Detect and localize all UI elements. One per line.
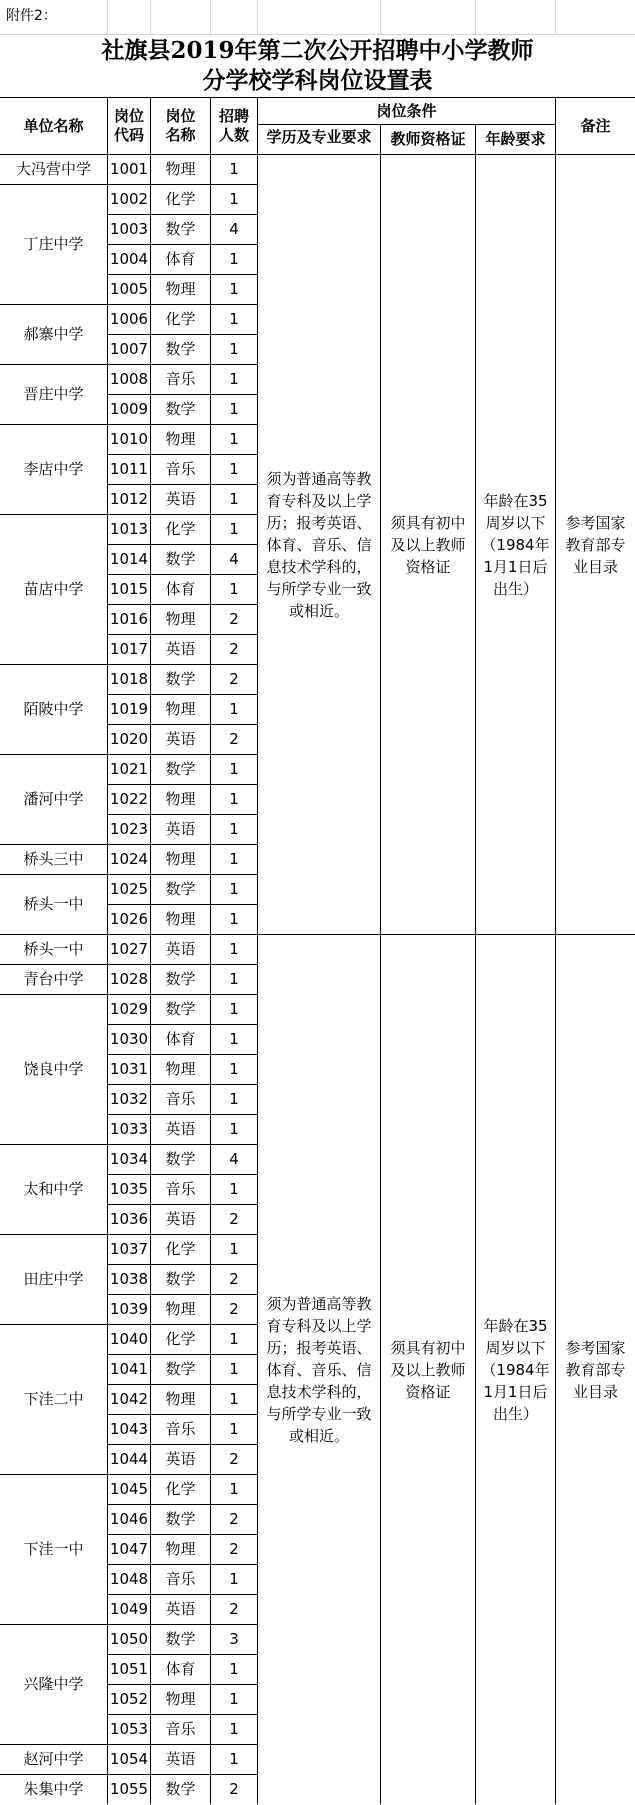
post-code-cell: 1021 [107, 754, 150, 784]
recruit-count-cell: 1 [210, 934, 257, 964]
post-name-cell: 物理 [150, 1534, 210, 1564]
recruit-count-cell: 1 [210, 994, 257, 1024]
post-name-cell: 音乐 [150, 1414, 210, 1444]
post-name-cell: 英语 [150, 724, 210, 754]
post-code-cell: 1037 [107, 1234, 150, 1264]
post-name-cell: 物理 [150, 784, 210, 814]
post-code-cell: 1009 [107, 394, 150, 424]
recruit-count-cell: 1 [210, 904, 257, 934]
post-name-cell: 音乐 [150, 454, 210, 484]
notes-cell: 参考国家教育部专业目录 [555, 154, 635, 934]
recruit-count-cell: 1 [210, 1714, 257, 1744]
school-name-cell: 郝寨中学 [0, 304, 107, 364]
header-notes: 备注 [555, 97, 635, 154]
recruit-count-cell: 1 [210, 1324, 257, 1354]
post-code-cell: 1049 [107, 1594, 150, 1624]
recruit-count-cell: 1 [210, 1054, 257, 1084]
recruit-count-cell: 1 [210, 334, 257, 364]
recruit-count-cell: 4 [210, 214, 257, 244]
post-code-cell: 1053 [107, 1714, 150, 1744]
post-code-cell: 1023 [107, 814, 150, 844]
recruit-count-cell: 1 [210, 1024, 257, 1054]
post-code-cell: 1005 [107, 274, 150, 304]
post-code-cell: 1026 [107, 904, 150, 934]
post-code-cell: 1042 [107, 1384, 150, 1414]
post-code-cell: 1043 [107, 1414, 150, 1444]
recruit-count-cell: 1 [210, 154, 257, 184]
post-code-cell: 1032 [107, 1084, 150, 1114]
post-name-cell: 化学 [150, 1324, 210, 1354]
post-name-cell: 数学 [150, 1264, 210, 1294]
post-code-cell: 1035 [107, 1174, 150, 1204]
post-code-cell: 1039 [107, 1294, 150, 1324]
gridline [0, 34, 635, 35]
header-certificate: 教师资格证 [380, 124, 475, 154]
school-name-cell: 丁庄中学 [0, 184, 107, 304]
page-subtitle: 分学校学科岗位设置表 [202, 66, 433, 94]
post-name-cell: 英语 [150, 634, 210, 664]
certificate-requirement-cell: 须具有初中及以上教师资格证 [380, 934, 475, 1804]
recruit-count-cell: 2 [210, 1534, 257, 1564]
school-name-cell: 兴隆中学 [0, 1624, 107, 1744]
post-code-cell: 1001 [107, 154, 150, 184]
recruit-count-cell: 1 [210, 514, 257, 544]
post-code-cell: 1041 [107, 1354, 150, 1384]
recruit-count-cell: 3 [210, 1624, 257, 1654]
post-name-cell: 化学 [150, 1474, 210, 1504]
school-name-cell: 桥头一中 [0, 934, 107, 964]
post-name-cell: 物理 [150, 844, 210, 874]
post-code-cell: 1029 [107, 994, 150, 1024]
attachment-label: 附件2： [6, 8, 57, 25]
post-name-cell: 音乐 [150, 1564, 210, 1594]
gridline [380, 0, 381, 34]
post-code-cell: 1027 [107, 934, 150, 964]
post-code-cell: 1018 [107, 664, 150, 694]
post-code-cell: 1031 [107, 1054, 150, 1084]
education-requirement-cell: 须为普通高等教育专科及以上学历；报考英语、体育、音乐、信息技术学科的，与所学专业一致或相近。 [257, 934, 380, 1804]
post-code-cell: 1015 [107, 574, 150, 604]
recruit-count-cell: 1 [210, 304, 257, 334]
recruit-count-cell: 1 [210, 1384, 257, 1414]
recruit-count-cell: 1 [210, 1084, 257, 1114]
recruit-count-cell: 1 [210, 784, 257, 814]
post-name-cell: 物理 [150, 424, 210, 454]
post-code-cell: 1048 [107, 1564, 150, 1594]
post-code-cell: 1046 [107, 1504, 150, 1534]
gridline [475, 0, 476, 34]
post-code-cell: 1008 [107, 364, 150, 394]
post-code-cell: 1014 [107, 544, 150, 574]
recruit-count-cell: 1 [210, 694, 257, 724]
recruit-count-cell: 1 [210, 484, 257, 514]
post-code-cell: 1045 [107, 1474, 150, 1504]
recruit-count-cell: 1 [210, 454, 257, 484]
post-name-cell: 物理 [150, 1054, 210, 1084]
post-name-cell: 化学 [150, 304, 210, 334]
post-code-cell: 1038 [107, 1264, 150, 1294]
post-name-cell: 化学 [150, 514, 210, 544]
recruit-count-cell: 1 [210, 364, 257, 394]
recruit-count-cell: 1 [210, 874, 257, 904]
post-name-cell: 数学 [150, 874, 210, 904]
post-code-cell: 1002 [107, 184, 150, 214]
post-name-cell: 数学 [150, 394, 210, 424]
post-code-cell: 1020 [107, 724, 150, 754]
certificate-requirement-cell: 须具有初中及以上教师资格证 [380, 154, 475, 934]
school-name-cell: 下洼一中 [0, 1474, 107, 1624]
recruit-count-cell: 1 [210, 754, 257, 784]
recruit-count-cell: 2 [210, 724, 257, 754]
gridline [107, 0, 108, 34]
school-name-cell: 潘河中学 [0, 754, 107, 844]
post-name-cell: 体育 [150, 574, 210, 604]
header-recruit-count: 招聘 人数 [210, 97, 257, 154]
recruit-count-cell: 2 [210, 1264, 257, 1294]
recruit-count-cell: 2 [210, 1774, 257, 1804]
header-post-conditions: 岗位条件 [257, 97, 555, 124]
post-name-cell: 物理 [150, 1294, 210, 1324]
school-name-cell: 赵河中学 [0, 1744, 107, 1774]
post-code-cell: 1051 [107, 1654, 150, 1684]
recruit-count-cell: 1 [210, 424, 257, 454]
post-code-cell: 1050 [107, 1624, 150, 1654]
post-name-cell: 数学 [150, 664, 210, 694]
school-name-cell: 大冯营中学 [0, 154, 107, 184]
recruit-count-cell: 1 [210, 1744, 257, 1774]
post-name-cell: 物理 [150, 904, 210, 934]
post-code-cell: 1055 [107, 1774, 150, 1804]
header-age: 年龄要求 [475, 124, 555, 154]
recruit-count-cell: 2 [210, 604, 257, 634]
post-name-cell: 物理 [150, 274, 210, 304]
header-education: 学历及专业要求 [257, 124, 380, 154]
post-name-cell: 数学 [150, 1144, 210, 1174]
header-school: 单位名称 [0, 97, 107, 154]
post-code-cell: 1030 [107, 1024, 150, 1054]
page-title: 社旗县2019年第二次公开招聘中小学教师 [101, 36, 534, 64]
gridline [210, 0, 211, 34]
post-name-cell: 英语 [150, 484, 210, 514]
post-name-cell: 音乐 [150, 1714, 210, 1744]
school-name-cell: 李店中学 [0, 424, 107, 514]
gridline [150, 0, 151, 34]
post-name-cell: 英语 [150, 1114, 210, 1144]
post-code-cell: 1003 [107, 214, 150, 244]
school-name-cell: 桥头三中 [0, 844, 107, 874]
school-name-cell: 太和中学 [0, 1144, 107, 1234]
recruit-count-cell: 2 [210, 1444, 257, 1474]
age-requirement-cell: 年龄在35周岁以下（1984年1月1日后出生） [475, 934, 555, 1804]
post-name-cell: 物理 [150, 604, 210, 634]
recruit-count-cell: 2 [210, 664, 257, 694]
post-code-cell: 1025 [107, 874, 150, 904]
post-name-cell: 音乐 [150, 1084, 210, 1114]
post-name-cell: 英语 [150, 1744, 210, 1774]
post-code-cell: 1024 [107, 844, 150, 874]
recruit-count-cell: 2 [210, 1294, 257, 1324]
post-name-cell: 物理 [150, 1684, 210, 1714]
recruit-count-cell: 1 [210, 1564, 257, 1594]
recruit-count-cell: 1 [210, 1234, 257, 1264]
recruit-count-cell: 1 [210, 1654, 257, 1684]
post-name-cell: 物理 [150, 1384, 210, 1414]
school-name-cell: 陌陂中学 [0, 664, 107, 754]
recruit-count-cell: 1 [210, 1414, 257, 1444]
school-name-cell: 青台中学 [0, 964, 107, 994]
recruit-count-cell: 1 [210, 574, 257, 604]
post-name-cell: 体育 [150, 1654, 210, 1684]
post-code-cell: 1034 [107, 1144, 150, 1174]
school-name-cell: 桥头一中 [0, 874, 107, 934]
post-name-cell: 英语 [150, 1444, 210, 1474]
post-code-cell: 1004 [107, 244, 150, 274]
post-name-cell: 数学 [150, 1774, 210, 1804]
post-name-cell: 英语 [150, 1594, 210, 1624]
post-name-cell: 数学 [150, 994, 210, 1024]
school-name-cell: 朱集中学 [0, 1774, 107, 1804]
post-code-cell: 1052 [107, 1684, 150, 1714]
recruit-count-cell: 2 [210, 1504, 257, 1534]
school-name-cell: 饶良中学 [0, 994, 107, 1144]
recruit-count-cell: 1 [210, 1174, 257, 1204]
school-name-cell: 田庄中学 [0, 1234, 107, 1324]
post-code-cell: 1022 [107, 784, 150, 814]
education-requirement-cell: 须为普通高等教育专科及以上学历；报考英语、体育、音乐、信息技术学科的，与所学专业一致或相近。 [257, 154, 380, 934]
post-name-cell: 数学 [150, 1354, 210, 1384]
gridline [555, 0, 556, 34]
age-requirement-cell: 年龄在35周岁以下（1984年1月1日后出生） [475, 154, 555, 934]
post-code-cell: 1017 [107, 634, 150, 664]
school-name-cell: 苗店中学 [0, 514, 107, 664]
recruit-count-cell: 1 [210, 1114, 257, 1144]
post-name-cell: 数学 [150, 964, 210, 994]
school-name-cell: 晋庄中学 [0, 364, 107, 424]
header-post-code: 岗位 代码 [107, 97, 150, 154]
recruit-count-cell: 1 [210, 184, 257, 214]
post-name-cell: 数学 [150, 334, 210, 364]
recruit-count-cell: 2 [210, 1204, 257, 1234]
post-name-cell: 音乐 [150, 364, 210, 394]
post-code-cell: 1040 [107, 1324, 150, 1354]
post-name-cell: 英语 [150, 1204, 210, 1234]
post-name-cell: 数学 [150, 1624, 210, 1654]
post-name-cell: 物理 [150, 694, 210, 724]
post-code-cell: 1007 [107, 334, 150, 364]
recruit-count-cell: 1 [210, 1354, 257, 1384]
post-name-cell: 数学 [150, 754, 210, 784]
post-code-cell: 1019 [107, 694, 150, 724]
post-code-cell: 1013 [107, 514, 150, 544]
school-name-cell: 下洼二中 [0, 1324, 107, 1474]
recruit-count-cell: 1 [210, 244, 257, 274]
post-name-cell: 体育 [150, 244, 210, 274]
recruit-count-cell: 1 [210, 814, 257, 844]
post-code-cell: 1012 [107, 484, 150, 514]
post-name-cell: 数学 [150, 1504, 210, 1534]
post-name-cell: 化学 [150, 184, 210, 214]
recruit-count-cell: 2 [210, 1594, 257, 1624]
gridline [257, 0, 258, 34]
recruit-count-cell: 4 [210, 544, 257, 574]
post-name-cell: 音乐 [150, 1174, 210, 1204]
post-code-cell: 1011 [107, 454, 150, 484]
post-name-cell: 化学 [150, 1234, 210, 1264]
header-post-name: 岗位 名称 [150, 97, 210, 154]
recruit-count-cell: 1 [210, 844, 257, 874]
post-name-cell: 体育 [150, 1024, 210, 1054]
post-name-cell: 数学 [150, 544, 210, 574]
post-code-cell: 1006 [107, 304, 150, 334]
post-name-cell: 英语 [150, 814, 210, 844]
post-code-cell: 1036 [107, 1204, 150, 1234]
recruit-count-cell: 1 [210, 1474, 257, 1504]
post-code-cell: 1054 [107, 1744, 150, 1774]
notes-cell: 参考国家教育部专业目录 [555, 934, 635, 1804]
recruit-count-cell: 4 [210, 1144, 257, 1174]
recruit-count-cell: 1 [210, 274, 257, 304]
recruit-count-cell: 1 [210, 964, 257, 994]
recruit-count-cell: 1 [210, 1684, 257, 1714]
post-name-cell: 数学 [150, 214, 210, 244]
post-code-cell: 1016 [107, 604, 150, 634]
post-code-cell: 1033 [107, 1114, 150, 1144]
post-name-cell: 英语 [150, 934, 210, 964]
post-code-cell: 1047 [107, 1534, 150, 1564]
post-code-cell: 1010 [107, 424, 150, 454]
post-code-cell: 1028 [107, 964, 150, 994]
post-code-cell: 1044 [107, 1444, 150, 1474]
recruit-count-cell: 2 [210, 634, 257, 664]
recruit-count-cell: 1 [210, 394, 257, 424]
post-name-cell: 物理 [150, 154, 210, 184]
